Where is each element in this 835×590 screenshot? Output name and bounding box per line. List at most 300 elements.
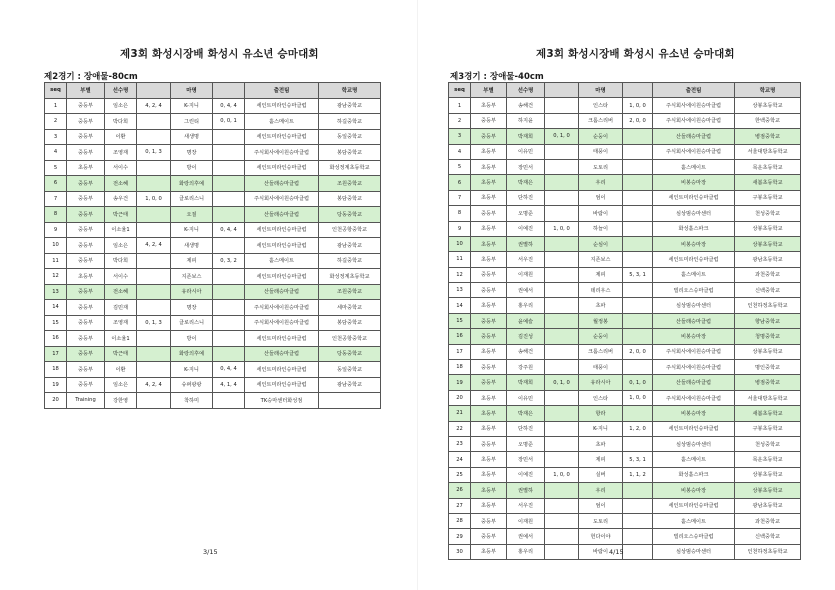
horse-penalty-cell: 5, 3, 1 — [623, 267, 653, 282]
division-cell: 중등부 — [67, 253, 105, 269]
school-cell: 상봉초등학교 — [735, 221, 801, 236]
rider-penalty-cell — [545, 190, 579, 205]
table-row — [45, 222, 381, 238]
column-header: 부별 — [67, 83, 105, 99]
school-cell: 서울대방초등학교 — [735, 144, 801, 159]
rider-penalty-cell — [545, 252, 579, 267]
seq-cell: 14 — [449, 298, 471, 313]
table-row — [449, 221, 801, 236]
seq-cell: 13 — [449, 283, 471, 298]
team-cell: 주식회사에이원승마클럽 — [245, 145, 319, 161]
horse-name-cell: 실버 — [579, 467, 623, 482]
rider-name-cell: 박재희 — [507, 375, 545, 390]
team-cell: 빌리오스승마클럽 — [653, 529, 735, 544]
school-cell: 명인중학교 — [735, 360, 801, 375]
horse-name-cell: K-지니 — [171, 222, 213, 238]
rider-name-cell: 권예서 — [507, 283, 545, 298]
horse-name-cell: 제피 — [579, 452, 623, 467]
horse-penalty-cell — [213, 300, 245, 316]
school-cell: 광남초등학교 — [735, 252, 801, 267]
horse-penalty-cell — [623, 544, 653, 559]
seq-cell: 1 — [449, 98, 471, 113]
school-cell: 천성중학교 — [735, 436, 801, 451]
division-cell: 중등부 — [67, 98, 105, 114]
seq-cell: 17 — [45, 346, 67, 362]
rider-penalty-cell: 0, 1, 3 — [137, 145, 171, 161]
rider-penalty-cell: 4, 2, 4 — [137, 377, 171, 393]
team-cell: 세인트미라인승마클럽 — [653, 498, 735, 513]
division-cell: 중등부 — [471, 329, 507, 344]
division-cell: 초등부 — [471, 190, 507, 205]
table-row — [45, 315, 381, 331]
table-row — [449, 252, 801, 267]
team-cell: 주식회사에이원승마클럽 — [653, 144, 735, 159]
team-cell: 비봉승마장 — [653, 483, 735, 498]
horse-penalty-cell — [623, 175, 653, 190]
school-cell: 봉담중학교 — [319, 315, 381, 331]
horse-name-cell: 우리 — [579, 175, 623, 190]
column-header — [545, 83, 579, 98]
division-cell: 중등부 — [67, 315, 105, 331]
school-cell: 구봉초등학교 — [735, 421, 801, 436]
rider-name-cell: 서이수 — [105, 269, 137, 285]
horse-penalty-cell — [623, 436, 653, 451]
table-row — [449, 159, 801, 174]
horse-name-cell: 슈퍼팡팡 — [171, 377, 213, 393]
team-cell: 세인트미라인승마클럽 — [245, 269, 319, 285]
rider-penalty-cell — [545, 329, 579, 344]
table-row — [449, 283, 801, 298]
rider-penalty-cell — [137, 114, 171, 130]
seq-cell: 3 — [45, 129, 67, 145]
horse-penalty-cell — [213, 191, 245, 207]
table-row — [449, 175, 801, 190]
seq-cell: 24 — [449, 452, 471, 467]
horse-name-cell: 초파 — [579, 298, 623, 313]
team-cell: 주식회사에이원승마클럽 — [245, 315, 319, 331]
seq-cell: 7 — [449, 190, 471, 205]
horse-name-cell: 크롬스리버 — [579, 113, 623, 128]
seq-cell: 5 — [449, 159, 471, 174]
rider-name-cell: 전소혜 — [105, 284, 137, 300]
rider-name-cell: 임소은 — [105, 98, 137, 114]
horse-name-cell: 순심이 — [579, 236, 623, 251]
team-cell: 심상범승마센터 — [653, 206, 735, 221]
seq-cell: 3 — [449, 129, 471, 144]
division-cell: 중등부 — [471, 206, 507, 221]
horse-penalty-cell — [623, 252, 653, 267]
horse-name-cell: 제피 — [171, 253, 213, 269]
horse-name-cell: 도토리 — [579, 159, 623, 174]
table-row — [45, 300, 381, 316]
division-cell: 초등부 — [471, 175, 507, 190]
seq-cell: 15 — [449, 313, 471, 328]
school-cell: 상봉초등학교 — [735, 98, 801, 113]
school-cell: 병점중학교 — [735, 375, 801, 390]
division-cell: 초등부 — [471, 144, 507, 159]
division-cell: 중등부 — [67, 129, 105, 145]
rider-penalty-cell — [137, 253, 171, 269]
seq-cell: 18 — [449, 360, 471, 375]
school-cell: 향남중학교 — [735, 313, 801, 328]
seq-cell: 13 — [45, 284, 67, 300]
seq-cell: 6 — [45, 176, 67, 192]
rider-penalty-cell — [545, 98, 579, 113]
division-cell: 초등부 — [67, 269, 105, 285]
team-cell: 홀스메이트 — [653, 267, 735, 282]
team-cell: 비봉승마장 — [653, 175, 735, 190]
school-cell: 과천중학교 — [735, 513, 801, 528]
rider-penalty-cell — [545, 283, 579, 298]
horse-name-cell: 클로리스니 — [171, 315, 213, 331]
rider-penalty-cell — [137, 222, 171, 238]
school-cell: 동일중학교 — [319, 129, 381, 145]
rider-name-cell: 이예진 — [507, 221, 545, 236]
team-cell: 주식회사에이원승마클럽 — [245, 300, 319, 316]
rider-name-cell: 김민재 — [105, 300, 137, 316]
team-cell: 산들래승마클럽 — [653, 313, 735, 328]
horse-penalty-cell — [213, 284, 245, 300]
rider-penalty-cell: 4, 2, 4 — [137, 238, 171, 254]
table-row — [449, 129, 801, 144]
rider-name-cell: 이환 — [105, 362, 137, 378]
horse-penalty-cell: 0, 1, 0 — [623, 375, 653, 390]
horse-name-cell: 명장 — [171, 145, 213, 161]
team-cell: 심상범승마센터 — [653, 544, 735, 559]
event-subtitle: 제2경기 : 장애물-80cm — [44, 72, 138, 82]
page-title: 제3회 화성시장배 화성시 유소년 승마대회 — [120, 48, 319, 60]
column-header: seq — [45, 83, 67, 99]
horse-name-cell: 도토리 — [579, 513, 623, 528]
column-header: 선수명 — [507, 83, 545, 98]
division-cell: 초등부 — [471, 544, 507, 559]
horse-penalty-cell — [623, 329, 653, 344]
rider-name-cell: 전소혜 — [105, 176, 137, 192]
seq-cell: 10 — [449, 236, 471, 251]
horse-name-cell: 순둥이 — [579, 329, 623, 344]
horse-name-cell: 항라 — [579, 406, 623, 421]
seq-cell: 8 — [449, 206, 471, 221]
column-header: 선수명 — [105, 83, 137, 99]
school-cell: 하길중학교 — [319, 114, 381, 130]
team-cell: 산들래승마클럽 — [653, 129, 735, 144]
team-cell: 주식회사에이원승마클럽 — [653, 344, 735, 359]
rider-penalty-cell — [137, 160, 171, 176]
horse-penalty-cell: 2, 0, 0 — [623, 113, 653, 128]
rider-name-cell: 이예진 — [507, 467, 545, 482]
seq-cell: 2 — [449, 113, 471, 128]
table-row — [449, 375, 801, 390]
division-cell: 초등부 — [471, 236, 507, 251]
column-header: 마명 — [171, 83, 213, 99]
table-row — [45, 145, 381, 161]
horse-penalty-cell — [623, 529, 653, 544]
school-cell: 조원중학교 — [319, 176, 381, 192]
school-cell: 신백중학교 — [735, 529, 801, 544]
team-cell: 세인트미라인승마클럽 — [245, 238, 319, 254]
seq-cell: 20 — [45, 393, 67, 409]
seq-cell: 25 — [449, 467, 471, 482]
rider-name-cell: 이소율1 — [105, 331, 137, 347]
school-cell: 한백중학교 — [735, 113, 801, 128]
seq-cell: 21 — [449, 406, 471, 421]
division-cell: Training — [67, 393, 105, 409]
rider-name-cell: 박근태 — [105, 207, 137, 223]
division-cell: 초등부 — [471, 344, 507, 359]
table-row — [449, 267, 801, 282]
school-cell: 청명중학교 — [735, 329, 801, 344]
rider-name-cell: 오명준 — [507, 436, 545, 451]
table-row — [449, 544, 801, 559]
table-row — [449, 360, 801, 375]
column-header — [213, 83, 245, 99]
table-row — [449, 406, 801, 421]
division-cell: 초등부 — [471, 221, 507, 236]
horse-penalty-cell — [213, 207, 245, 223]
team-cell: 세인트미라인승마클럽 — [653, 190, 735, 205]
horse-penalty-cell — [623, 513, 653, 528]
table-row — [45, 160, 381, 176]
team-cell: 세인트미라인승마클럽 — [245, 377, 319, 393]
rider-penalty-cell — [545, 236, 579, 251]
rider-name-cell: 이재원 — [507, 267, 545, 282]
rider-name-cell: 오명준 — [507, 206, 545, 221]
table-row — [449, 467, 801, 482]
horse-penalty-cell: 0, 4, 4 — [213, 362, 245, 378]
team-cell: 세인트미라인승마클럽 — [653, 252, 735, 267]
division-cell: 초등부 — [471, 421, 507, 436]
table-row — [449, 206, 801, 221]
school-cell: 봉담중학교 — [319, 145, 381, 161]
division-cell: 초등부 — [471, 483, 507, 498]
horse-penalty-cell — [213, 346, 245, 362]
horse-name-cell: 화랑의후예 — [171, 176, 213, 192]
rider-penalty-cell — [137, 284, 171, 300]
team-cell: 홀스메이트 — [653, 452, 735, 467]
team-cell: 홀스메이트 — [653, 513, 735, 528]
column-header: 마명 — [579, 83, 623, 98]
team-cell: 세인트미라인승마클럽 — [245, 129, 319, 145]
division-cell: 초등부 — [471, 98, 507, 113]
school-cell: 하길중학교 — [319, 253, 381, 269]
school-cell: 당동중학교 — [319, 207, 381, 223]
rider-penalty-cell — [545, 513, 579, 528]
team-cell: 산들래승마클럽 — [245, 176, 319, 192]
rider-name-cell: 이유민 — [507, 144, 545, 159]
rider-penalty-cell — [137, 300, 171, 316]
division-cell: 중등부 — [471, 513, 507, 528]
horse-penalty-cell — [623, 360, 653, 375]
horse-name-cell: 바람이 — [579, 206, 623, 221]
school-cell: 인천공항중학교 — [319, 222, 381, 238]
rider-penalty-cell — [545, 159, 579, 174]
rider-name-cell: 강주원 — [507, 360, 545, 375]
team-cell: 산들래승마클럽 — [245, 207, 319, 223]
table-row — [449, 421, 801, 436]
horse-penalty-cell: 0, 0, 1 — [213, 114, 245, 130]
school-cell: 구봉초등학교 — [735, 190, 801, 205]
team-cell: 주식회사에이원승마클럽 — [653, 390, 735, 405]
rider-name-cell: 송해건 — [507, 344, 545, 359]
entry-table — [44, 82, 381, 409]
horse-name-cell: 오질 — [171, 207, 213, 223]
table-row — [45, 269, 381, 285]
table-row — [449, 483, 801, 498]
rider-name-cell: 송우건 — [105, 191, 137, 207]
school-cell: 세마중학교 — [319, 300, 381, 316]
rider-name-cell: 이유민 — [507, 390, 545, 405]
school-cell — [319, 393, 381, 409]
school-cell: 목운초등학교 — [735, 159, 801, 174]
rider-penalty-cell — [137, 393, 171, 409]
horse-name-cell: 하늘이 — [579, 221, 623, 236]
table-row — [449, 452, 801, 467]
rider-penalty-cell — [545, 206, 579, 221]
horse-penalty-cell — [623, 190, 653, 205]
rider-penalty-cell — [545, 436, 579, 451]
event-subtitle: 제3경기 : 장애물-40cm — [450, 72, 544, 82]
division-cell: 초등부 — [471, 252, 507, 267]
seq-cell: 8 — [45, 207, 67, 223]
table-row — [45, 346, 381, 362]
division-cell: 중등부 — [67, 346, 105, 362]
horse-name-cell: 순둥이 — [579, 129, 623, 144]
team-cell: 산들래승마클럽 — [245, 284, 319, 300]
rider-penalty-cell — [545, 390, 579, 405]
seq-cell: 11 — [45, 253, 67, 269]
horse-penalty-cell — [623, 483, 653, 498]
rider-penalty-cell — [137, 176, 171, 192]
seq-cell: 2 — [45, 114, 67, 130]
division-cell: 중등부 — [67, 176, 105, 192]
horse-name-cell: K-지니 — [171, 98, 213, 114]
table-row — [45, 331, 381, 347]
column-header: 출전팀 — [653, 83, 735, 98]
rider-name-cell: 단하진 — [507, 190, 545, 205]
table-row — [45, 253, 381, 269]
team-cell: 심상범승마센터 — [653, 436, 735, 451]
rider-name-cell: 김진성 — [507, 329, 545, 344]
horse-penalty-cell — [623, 144, 653, 159]
rider-name-cell: 윤예슬 — [507, 313, 545, 328]
table-row — [449, 529, 801, 544]
school-cell: 인천하정초등학교 — [735, 298, 801, 313]
rider-penalty-cell — [545, 483, 579, 498]
team-cell: 주식회사에이원승마클럽 — [245, 191, 319, 207]
horse-name-cell: 우리 — [579, 483, 623, 498]
horse-name-cell: 지존보스 — [171, 269, 213, 285]
seq-cell: 9 — [45, 222, 67, 238]
seq-cell: 16 — [449, 329, 471, 344]
rider-name-cell: 박재희 — [507, 129, 545, 144]
division-cell: 중등부 — [67, 145, 105, 161]
rider-name-cell: 강한영 — [105, 393, 137, 409]
horse-penalty-cell — [623, 236, 653, 251]
rider-penalty-cell — [545, 452, 579, 467]
horse-penalty-cell — [213, 393, 245, 409]
horse-penalty-cell: 5, 3, 1 — [623, 452, 653, 467]
school-cell: 광남중학교 — [319, 98, 381, 114]
rider-penalty-cell — [545, 544, 579, 559]
horse-name-cell: 엄이 — [579, 190, 623, 205]
seq-cell: 4 — [449, 144, 471, 159]
team-cell: 세인트미라인승마클럽 — [245, 362, 319, 378]
rider-name-cell: 임소은 — [105, 238, 137, 254]
rider-name-cell: 서우진 — [507, 498, 545, 513]
seq-cell: 22 — [449, 421, 471, 436]
team-cell: 산들래승마클럽 — [245, 346, 319, 362]
horse-penalty-cell — [623, 206, 653, 221]
table-row — [45, 191, 381, 207]
seq-cell: 29 — [449, 529, 471, 544]
horse-penalty-cell — [623, 129, 653, 144]
rider-name-cell: 박재은 — [507, 175, 545, 190]
division-cell: 중등부 — [471, 436, 507, 451]
seq-cell: 15 — [45, 315, 67, 331]
horse-name-cell: 인스타 — [579, 98, 623, 113]
school-cell: 동일중학교 — [319, 362, 381, 378]
horse-name-cell: 지존보스 — [579, 252, 623, 267]
rider-name-cell: 서우진 — [507, 252, 545, 267]
division-cell: 중등부 — [67, 222, 105, 238]
horse-name-cell: 새생명 — [171, 238, 213, 254]
division-cell: 중등부 — [471, 313, 507, 328]
school-cell: 새봄초등학교 — [735, 175, 801, 190]
school-cell: 조원중학교 — [319, 284, 381, 300]
table-row — [449, 436, 801, 451]
horse-name-cell: 방이 — [171, 160, 213, 176]
horse-name-cell: 초파 — [579, 436, 623, 451]
horse-name-cell: 유라시아 — [171, 284, 213, 300]
table-row — [449, 144, 801, 159]
horse-name-cell: 착하미 — [171, 393, 213, 409]
horse-name-cell: 월정봉 — [579, 313, 623, 328]
horse-name-cell: 유라시아 — [579, 375, 623, 390]
team-cell: 심상범승마센터 — [653, 298, 735, 313]
horse-penalty-cell: 1, 2, 0 — [623, 421, 653, 436]
division-cell: 중등부 — [67, 362, 105, 378]
seq-cell: 19 — [45, 377, 67, 393]
rider-name-cell: 단하진 — [507, 421, 545, 436]
team-cell: 주식회사에이원승마클럽 — [653, 113, 735, 128]
school-cell: 광남중학교 — [319, 238, 381, 254]
rider-penalty-cell — [137, 207, 171, 223]
rider-penalty-cell: 1, 0, 0 — [545, 467, 579, 482]
table-row — [449, 98, 801, 113]
team-cell: 홀스메이트 — [245, 114, 319, 130]
page-number: 3/15 — [203, 548, 218, 556]
rider-penalty-cell — [545, 144, 579, 159]
horse-name-cell: 명장 — [171, 300, 213, 316]
horse-name-cell: 헌다이야 — [579, 529, 623, 544]
seq-cell: 27 — [449, 498, 471, 513]
rider-name-cell: 홍우리 — [507, 544, 545, 559]
table-row — [449, 236, 801, 251]
school-cell: 서울대방초등학교 — [735, 390, 801, 405]
horse-name-cell: 바람이 — [579, 544, 623, 559]
table-row — [449, 498, 801, 513]
horse-penalty-cell — [623, 298, 653, 313]
horse-penalty-cell: 4, 1, 4 — [213, 377, 245, 393]
team-cell: 비봉승마장 — [653, 236, 735, 251]
page-right — [418, 0, 835, 590]
team-cell: TK승마센터화성점 — [245, 393, 319, 409]
division-cell: 초등부 — [471, 406, 507, 421]
rider-penalty-cell — [545, 529, 579, 544]
school-cell: 상봉초등학교 — [735, 467, 801, 482]
division-cell: 중등부 — [471, 283, 507, 298]
rider-name-cell: 이소율1 — [105, 222, 137, 238]
